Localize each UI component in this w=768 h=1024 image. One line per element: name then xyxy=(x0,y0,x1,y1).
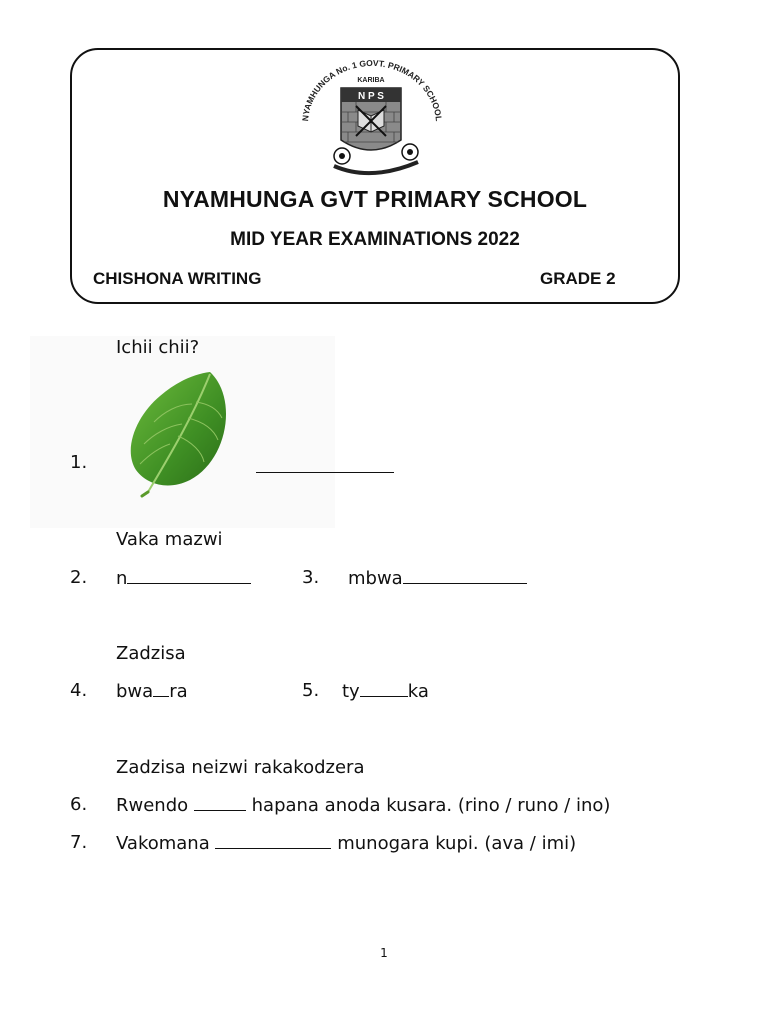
question-number-7: 7. xyxy=(70,832,88,853)
answer-blank-6[interactable] xyxy=(194,794,246,811)
grade-label: GRADE 2 xyxy=(540,269,616,288)
subject-label: CHISHONA WRITING xyxy=(93,269,262,288)
question-4-part-b: ra xyxy=(169,681,188,702)
question-7-part-b: munogara kupi. (ava / imi) xyxy=(337,833,577,854)
question-number-6: 6. xyxy=(70,794,88,815)
section-heading-zadzisa-neizwi: Zadzisa neizwi rakakodzera xyxy=(116,757,365,778)
exam-title: MID YEAR EXAMINATIONS 2022 xyxy=(230,229,520,250)
basil-leaf-icon xyxy=(120,368,236,498)
question-5 xyxy=(342,680,429,703)
question-3 xyxy=(348,567,527,590)
answer-blank-1[interactable] xyxy=(256,456,394,473)
question-number-3: 3. xyxy=(302,567,320,588)
question-5-part-b: ka xyxy=(407,681,429,702)
answer-blank-4[interactable] xyxy=(153,680,169,697)
question-6-part-a: Rwendo xyxy=(116,795,189,816)
crest-arc-text: NYAMHUNGA No. 1 GOVT. PRIMARY SCHOOL xyxy=(300,57,444,122)
question-4 xyxy=(116,680,188,703)
question-6-part-b: hapana anoda kusara. (rino / runo / ino) xyxy=(251,795,611,816)
question-7-part-a: Vakomana xyxy=(116,833,210,854)
crest-initials: N P S xyxy=(358,91,384,102)
section-heading-zadzisa: Zadzisa xyxy=(116,643,186,664)
question-2 xyxy=(116,567,251,590)
school-name: NYAMHUNGA GVT PRIMARY SCHOOL xyxy=(162,186,588,212)
question-number-5: 5. xyxy=(302,680,320,701)
section-heading-vaka-mazwi: Vaka mazwi xyxy=(116,529,223,550)
question-7 xyxy=(116,832,576,855)
question-4-part-a: bwa xyxy=(116,681,154,702)
question-3-text: mbwa xyxy=(348,568,403,589)
question-number-2: 2. xyxy=(70,567,88,588)
crest-location: KARIBA xyxy=(357,77,385,84)
answer-blank-3[interactable] xyxy=(403,567,527,584)
question-6 xyxy=(116,794,610,817)
answer-blank-2[interactable] xyxy=(127,567,251,584)
section-heading-ichii-chii: Ichii chii? xyxy=(116,337,200,358)
answer-blank-5[interactable] xyxy=(360,680,408,697)
school-crest-icon xyxy=(286,52,456,188)
question-5-part-a: ty xyxy=(342,681,360,702)
question-number-4: 4. xyxy=(70,680,88,701)
question-number-1: 1. xyxy=(70,452,88,473)
question-2-text: n xyxy=(116,568,128,589)
answer-blank-7[interactable] xyxy=(215,832,331,849)
page-number: 1 xyxy=(380,946,388,960)
